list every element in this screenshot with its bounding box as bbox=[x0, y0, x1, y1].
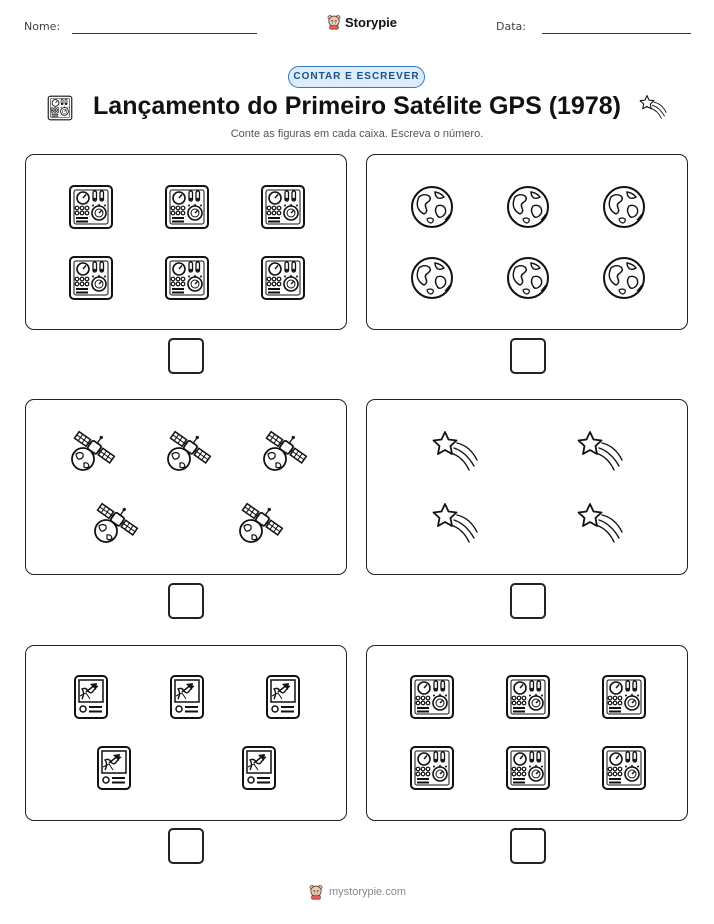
gps-map-device-icon bbox=[234, 743, 284, 793]
count-box-1 bbox=[25, 154, 347, 330]
earth-globe-icon bbox=[407, 182, 457, 232]
shooting-star-icon bbox=[430, 426, 480, 476]
answer-box-1[interactable] bbox=[168, 338, 204, 374]
gps-map-device-icon bbox=[66, 672, 116, 722]
gps-map-device-icon bbox=[258, 672, 308, 722]
control-panel-icon bbox=[258, 253, 308, 303]
shooting-star-icon bbox=[638, 92, 668, 122]
activity-badge: CONTAR E ESCREVER bbox=[288, 66, 425, 88]
answer-box-3[interactable] bbox=[168, 583, 204, 619]
earth-globe-icon bbox=[503, 253, 553, 303]
count-box-2 bbox=[366, 154, 688, 330]
date-label: Data: bbox=[496, 20, 526, 33]
answer-box-5[interactable] bbox=[168, 828, 204, 864]
earth-globe-icon bbox=[599, 253, 649, 303]
earth-globe-icon bbox=[599, 182, 649, 232]
instructions: Conte as figuras em cada caixa. Escreva o número. bbox=[230, 128, 484, 140]
control-panel-icon bbox=[162, 182, 212, 232]
answer-box-2[interactable] bbox=[510, 338, 546, 374]
count-box-6 bbox=[366, 645, 688, 821]
name-line[interactable] bbox=[72, 33, 257, 34]
satellite-earth-icon bbox=[258, 426, 308, 476]
gps-map-device-icon bbox=[89, 743, 139, 793]
brand-name: Storypie bbox=[345, 14, 398, 30]
shooting-star-icon bbox=[575, 498, 625, 548]
brand-logo bbox=[326, 14, 397, 30]
answer-box-4[interactable] bbox=[510, 583, 546, 619]
shooting-star-icon bbox=[575, 426, 625, 476]
worksheet-header bbox=[0, 14, 714, 38]
page-title: Lançamento do Primeiro Satélite GPS (1978) bbox=[93, 92, 621, 120]
control-panel-icon bbox=[599, 743, 649, 793]
satellite-earth-icon bbox=[89, 498, 139, 548]
count-box-3 bbox=[25, 399, 347, 575]
control-panel-icon bbox=[258, 182, 308, 232]
footer bbox=[308, 884, 406, 900]
footer-site: mystorypie.com bbox=[329, 886, 407, 898]
control-panel-icon bbox=[66, 253, 116, 303]
date-line[interactable] bbox=[542, 33, 691, 34]
shooting-star-icon bbox=[430, 498, 480, 548]
control-panel-icon bbox=[503, 743, 553, 793]
control-panel-icon bbox=[407, 743, 457, 793]
count-box-5 bbox=[25, 645, 347, 821]
control-panel-icon bbox=[66, 182, 116, 232]
earth-globe-icon bbox=[407, 253, 457, 303]
earth-globe-icon bbox=[503, 182, 553, 232]
answer-box-6[interactable] bbox=[510, 828, 546, 864]
bear-mascot-icon bbox=[308, 884, 324, 900]
bear-mascot-icon bbox=[326, 14, 342, 30]
gps-map-device-icon bbox=[162, 672, 212, 722]
satellite-earth-icon bbox=[66, 426, 116, 476]
control-panel-icon bbox=[599, 672, 649, 722]
satellite-earth-icon bbox=[234, 498, 284, 548]
count-box-4 bbox=[366, 399, 688, 575]
satellite-earth-icon bbox=[162, 426, 212, 476]
name-label: Nome: bbox=[24, 20, 61, 33]
control-panel-icon bbox=[162, 253, 212, 303]
control-panel-icon bbox=[503, 672, 553, 722]
control-panel-icon bbox=[407, 672, 457, 722]
